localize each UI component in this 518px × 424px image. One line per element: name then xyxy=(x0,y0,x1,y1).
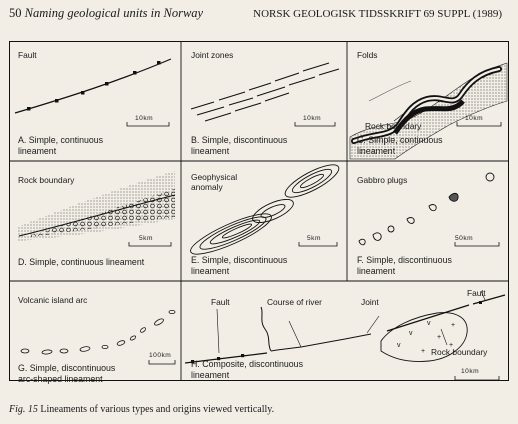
figure-drawing xyxy=(9,41,509,381)
panel-h-fault-right-label: Fault xyxy=(467,288,486,298)
panel-f-title: Gabbro plugs xyxy=(357,175,408,185)
figure-caption-number: Fig. 15 xyxy=(9,404,38,415)
figure-caption xyxy=(9,404,274,415)
panel-d-caption: D. Simple, continuous lineament xyxy=(18,257,145,267)
figure-caption-text: Lineaments of various types and origins viewed vertically. xyxy=(40,404,275,415)
panel-f-caption: F. Simple, discontinuous lineament xyxy=(357,255,452,276)
svg-text:+: + xyxy=(437,334,442,341)
svg-text:+: + xyxy=(449,342,454,349)
panel-c-title: Folds xyxy=(357,50,378,60)
panel-e-caption: E. Simple, discontinuous lineament xyxy=(191,255,288,276)
svg-text:v: v xyxy=(409,330,413,337)
svg-text:v: v xyxy=(427,320,431,327)
panel-h-course-of-river-label: Course of river xyxy=(267,297,322,307)
panel-c-rock-boundary-label: Rock boundary xyxy=(365,121,422,131)
panel-h-scale: 10km xyxy=(461,368,480,375)
panel-b-scale: 10km xyxy=(303,115,322,122)
panel-g-scale: 100km xyxy=(149,352,172,359)
journal-title: NORSK GEOLOGISK TIDSSKRIFT 69 SUPPL (1989) xyxy=(253,8,502,20)
panel-d-title: Rock boundary xyxy=(18,175,75,185)
panel-h-fault-left-label: Fault xyxy=(211,297,230,307)
panel-f-scale: 50km xyxy=(455,235,474,242)
panel-e-scale: 5km xyxy=(307,235,321,242)
svg-text:+: + xyxy=(451,322,456,329)
panel-b-caption: B. Simple, discontinuous lineament xyxy=(191,135,288,156)
panel-a-title: Fault xyxy=(18,50,37,60)
panel-c-scale: 10km xyxy=(465,115,484,122)
panel-a-scale: 10km xyxy=(135,115,154,122)
panel-e-title: Geophysical anomaly xyxy=(191,172,238,192)
svg-text:v: v xyxy=(397,342,401,349)
svg-text:+: + xyxy=(421,348,426,355)
panel-g-title: Volcanic island arc xyxy=(18,295,88,305)
panel-h-caption: H. Composite, discontinuous lineament xyxy=(191,359,303,380)
panel-a-caption: A. Simple, continuous lineament xyxy=(18,135,104,156)
panel-h-rock-boundary-label: Rock boundary xyxy=(431,347,488,357)
page-header-left xyxy=(9,6,203,21)
panel-c-caption: C. Simple, continuous lineament xyxy=(357,135,443,156)
panel-b-title: Joint zones xyxy=(191,50,234,60)
panel-d-scale: 5km xyxy=(139,235,153,242)
figure-15 xyxy=(9,41,509,384)
panel-h-joint-label: Joint xyxy=(361,297,379,307)
article-title: Naming geological units in Norway xyxy=(24,6,204,20)
page-number: 50 xyxy=(9,6,22,20)
panel-g-caption: G. Simple, discontinuous arc-shaped lineament xyxy=(18,363,116,384)
